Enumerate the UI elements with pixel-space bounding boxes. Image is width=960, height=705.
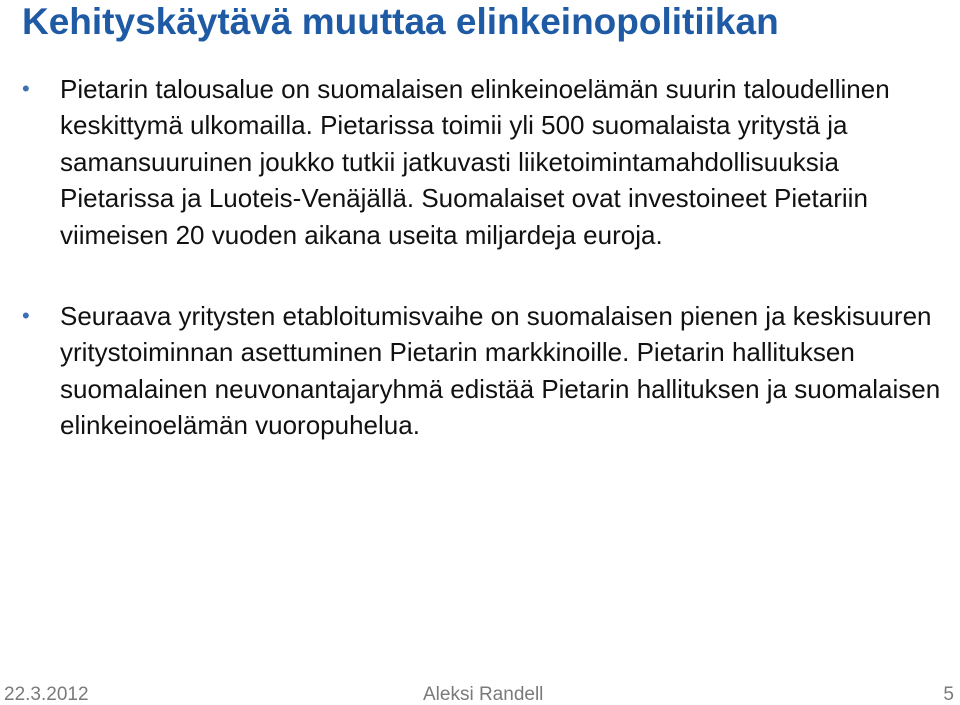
footer-page-number: 5 xyxy=(943,684,954,705)
bullet-dot-icon: • xyxy=(22,76,30,101)
bullet-dot-icon: • xyxy=(22,303,30,329)
bullet-list xyxy=(22,71,942,444)
bullet-item xyxy=(22,71,942,253)
footer-author: Aleksi Randell xyxy=(423,684,544,705)
bullet-item xyxy=(22,298,942,444)
slide-title: Kehityskäytävä muuttaa elinkeinopolitiikan xyxy=(22,1,779,42)
footer-date: 22.3.2012 xyxy=(4,684,89,705)
bullet-text: Seuraava yritysten etabloitumisvaihe on suomalaisen pienen ja keskisuuren yritystoiminnan asettuminen Pietarin markkinoille. Pietarin hallituksen suomalainen neuvonantajaryhmä edistää Pietarin hallituksen ja suomalaisen elinkeinoelämän vuoropuhelua. xyxy=(60,301,941,441)
bullet-text: Pietarin talousalue on suomalaisen elinkeinoelämän suurin taloudellinen keskittymä ulkomailla. Pietarissa toimii yli 500 suomalaista yritystä ja samansuuruinen joukko tutkii jatkuvasti liiketoimintamahdollisuuksia Pietarissa ja Luoteis-Venäjällä. Suomalaiset ovat investoineet Pietariin viimeisen 20 vuoden aikana useita miljardeja euroja. xyxy=(60,74,890,250)
